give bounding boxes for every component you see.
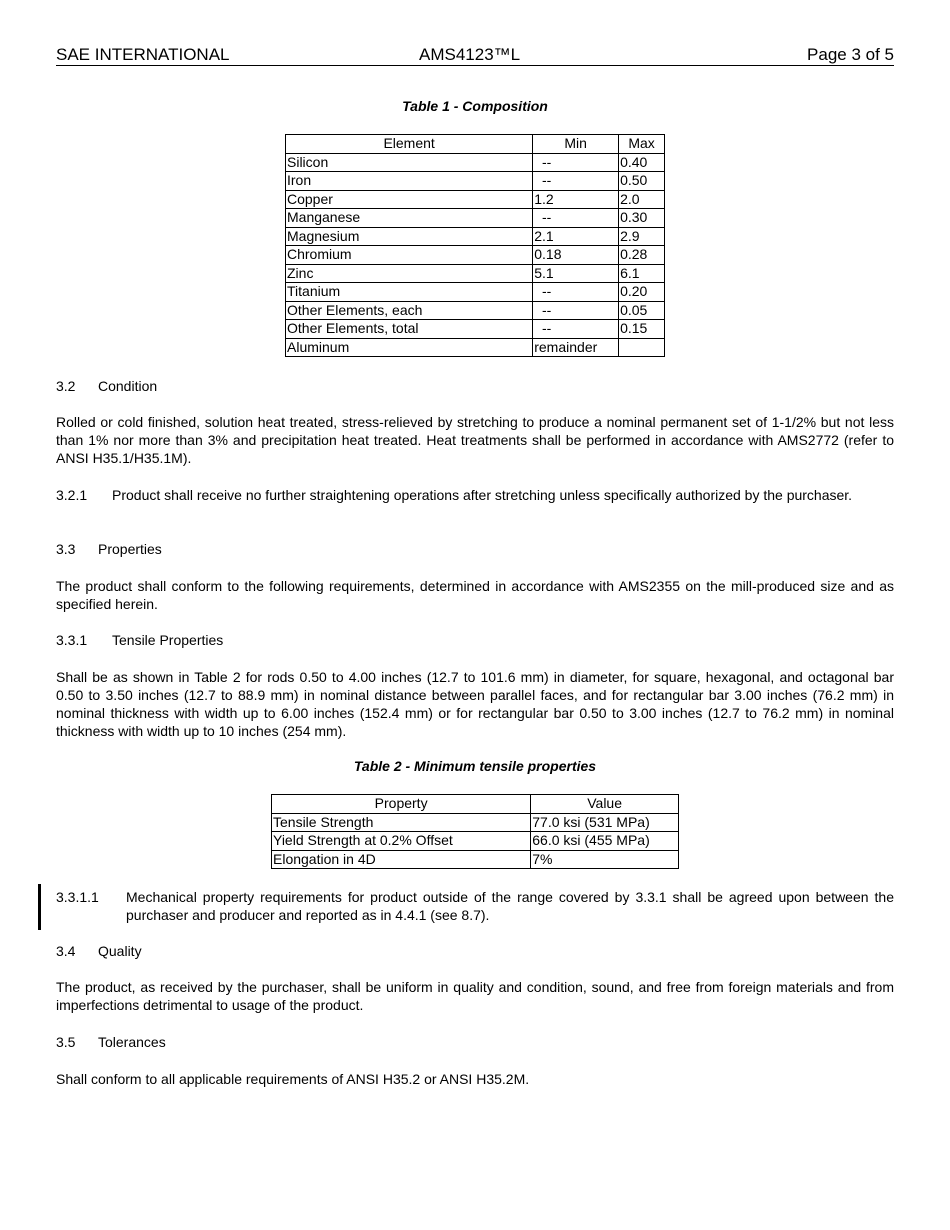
table-cell: Aluminum bbox=[286, 338, 533, 357]
section-title: Tolerances bbox=[98, 1034, 166, 1050]
table-row bbox=[286, 246, 665, 265]
table-cell: -- bbox=[533, 209, 619, 228]
table-cell: Manganese bbox=[286, 209, 533, 228]
table-cell: -- bbox=[533, 320, 619, 339]
table-cell: Magnesium bbox=[286, 227, 533, 246]
section-3-2-1-text: Product shall receive no further straightening operations after stretching unless specifically authorized by the purchaser. bbox=[112, 487, 853, 503]
table-cell: remainder bbox=[533, 338, 619, 357]
table-cell: -- bbox=[533, 153, 619, 172]
table-header-row bbox=[286, 135, 665, 154]
table-cell: 66.0 ksi (455 MPa) bbox=[531, 832, 679, 851]
table-row bbox=[272, 832, 679, 851]
section-title: Condition bbox=[98, 378, 158, 394]
column-header: Min bbox=[533, 135, 619, 154]
tensile-properties-table bbox=[271, 794, 679, 869]
section-3-3-heading bbox=[56, 540, 162, 558]
table1-caption: Table 1 - Composition bbox=[402, 98, 548, 114]
section-title: Tensile Properties bbox=[112, 632, 224, 648]
table-cell: 0.05 bbox=[619, 301, 665, 320]
table-cell: Yield Strength at 0.2% Offset bbox=[272, 832, 531, 851]
table-cell: -- bbox=[533, 172, 619, 191]
section-3-4-text: The product, as received by the purchaser, shall be uniform in quality and condition, sound, and free from foreign materials and from imperfections detrimental to usage of the product. bbox=[56, 979, 894, 1013]
table-cell: 77.0 ksi (531 MPa) bbox=[531, 813, 679, 832]
table-cell: -- bbox=[533, 301, 619, 320]
header-doc-id: AMS4123™L bbox=[419, 45, 521, 64]
table-row bbox=[286, 264, 665, 283]
table-cell: Titanium bbox=[286, 283, 533, 302]
section-3-2-heading bbox=[56, 377, 158, 395]
table-row bbox=[272, 850, 679, 869]
column-header: Element bbox=[286, 135, 533, 154]
table-cell: Zinc bbox=[286, 264, 533, 283]
table-cell bbox=[619, 338, 665, 357]
section-number: 3.4 bbox=[56, 943, 76, 959]
composition-table bbox=[285, 134, 665, 357]
table-cell: 2.1 bbox=[533, 227, 619, 246]
table-cell: Chromium bbox=[286, 246, 533, 265]
section-3-3-1-1-text: Mechanical property requirements for product outside of the range covered by 3.3.1 shall be agreed upon between the purchaser and producer and reported as in 4.4.1 (see 8.7). bbox=[126, 889, 894, 923]
table-row bbox=[286, 227, 665, 246]
table-cell: 5.1 bbox=[533, 264, 619, 283]
table-cell: 0.20 bbox=[619, 283, 665, 302]
table-cell: 0.40 bbox=[619, 153, 665, 172]
table-row bbox=[286, 283, 665, 302]
header-page-number: Page 3 of 5 bbox=[807, 45, 894, 64]
table-cell: 7% bbox=[531, 850, 679, 869]
section-3-5-text: Shall conform to all applicable requirements of ANSI H35.2 or ANSI H35.2M. bbox=[56, 1071, 530, 1087]
section-3-2-text: Rolled or cold finished, solution heat treated, stress-relieved by stretching to produce a nominal permanent set of 1-1/2% but not less than 1% nor more than 3% and precipitation heat treated. Heat treatments shall be performed in accordance with AMS2772 (refer to ANSI H35.1/H35.1M). bbox=[56, 414, 894, 466]
section-3-4-heading bbox=[56, 942, 142, 960]
table-row bbox=[286, 301, 665, 320]
section-number: 3.2 bbox=[56, 378, 76, 394]
section-3-2-1-number: 3.2.1 bbox=[56, 487, 88, 503]
table-row bbox=[286, 172, 665, 191]
revision-bar bbox=[38, 884, 41, 930]
header-org: SAE INTERNATIONAL bbox=[56, 45, 230, 64]
table-row bbox=[286, 153, 665, 172]
section-number: 3.5 bbox=[56, 1034, 76, 1050]
section-3-3-1-text: Shall be as shown in Table 2 for rods 0.50 to 4.00 inches (12.7 to 101.6 mm) in diameter, for square, hexagonal, and octagonal bar 0.50 to 3.50 inches (12.7 to 88.9 mm) in nominal distance between parallel faces, and for rectangular bar 3.00 inches (76.2 mm) in nominal thickness with width up to 6.00 inches (152.4 mm) or for rectangular bar 0.50 to 3.00 inches (12.7 to 76.2 mm) in nominal thickness with width up to 10 inches (254 mm). bbox=[56, 669, 894, 739]
table-cell: 0.15 bbox=[619, 320, 665, 339]
table-cell: 1.2 bbox=[533, 190, 619, 209]
section-3-3-1-heading bbox=[56, 631, 224, 649]
table-cell: Copper bbox=[286, 190, 533, 209]
table-cell: Other Elements, total bbox=[286, 320, 533, 339]
table-cell: 2.0 bbox=[619, 190, 665, 209]
table-header-row bbox=[272, 795, 679, 814]
table-cell: 0.50 bbox=[619, 172, 665, 191]
table-cell: 6.1 bbox=[619, 264, 665, 283]
table-row bbox=[286, 320, 665, 339]
section-number: 3.3 bbox=[56, 541, 76, 557]
column-header: Value bbox=[531, 795, 679, 814]
table-cell: Silicon bbox=[286, 153, 533, 172]
section-title: Properties bbox=[98, 541, 162, 557]
table-cell: 0.30 bbox=[619, 209, 665, 228]
column-header: Property bbox=[272, 795, 531, 814]
page-header bbox=[56, 44, 894, 66]
column-header: Max bbox=[619, 135, 665, 154]
section-3-3-text: The product shall conform to the following requirements, determined in accordance with AMS2355 on the mill-produced size and as specified herein. bbox=[56, 578, 894, 612]
table-cell: 2.9 bbox=[619, 227, 665, 246]
section-number: 3.3.1 bbox=[56, 632, 88, 648]
table-cell: Elongation in 4D bbox=[272, 850, 531, 869]
table-cell: Iron bbox=[286, 172, 533, 191]
table2-caption: Table 2 - Minimum tensile properties bbox=[353, 758, 597, 774]
section-3-3-1-1-number: 3.3.1.1 bbox=[56, 889, 99, 905]
table-cell: 0.28 bbox=[619, 246, 665, 265]
section-3-5-heading bbox=[56, 1033, 166, 1051]
table-cell: 0.18 bbox=[533, 246, 619, 265]
table-row bbox=[286, 209, 665, 228]
section-title: Quality bbox=[98, 943, 142, 959]
table-row bbox=[286, 190, 665, 209]
table-cell: Tensile Strength bbox=[272, 813, 531, 832]
table-cell: -- bbox=[533, 283, 619, 302]
table-cell: Other Elements, each bbox=[286, 301, 533, 320]
table-row bbox=[272, 813, 679, 832]
table-row bbox=[286, 338, 665, 357]
